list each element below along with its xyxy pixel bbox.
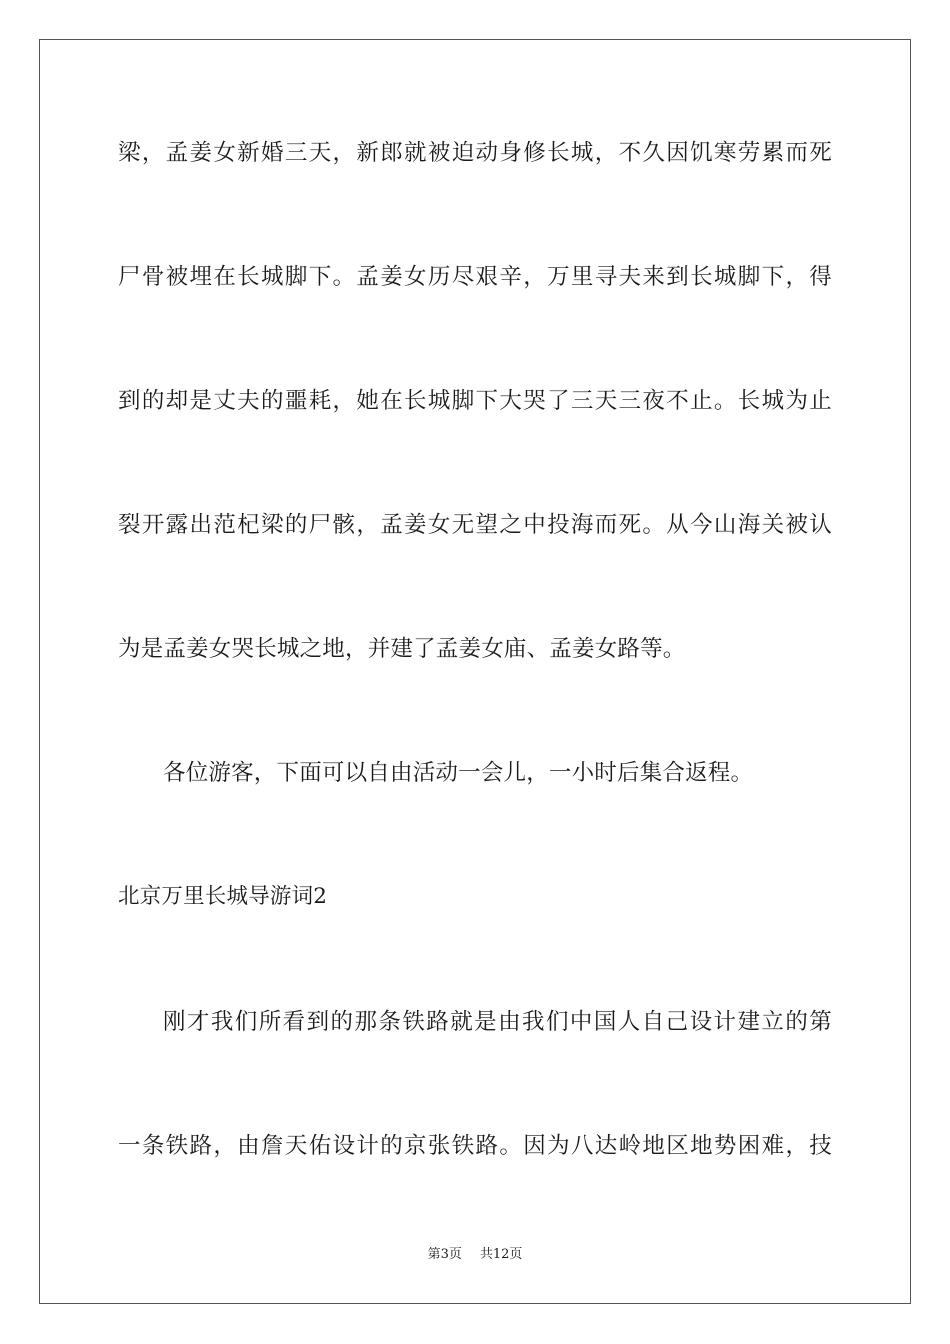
section-heading: 北京万里长城导游词2 xyxy=(118,884,328,909)
paragraph-line-2: 尸骨被埋在长城脚下。孟姜女历尽艰辛，万里寻夫来到长城脚下，得 xyxy=(118,264,832,290)
page-footer xyxy=(0,1246,950,1264)
page-number: 第3页 xyxy=(427,1247,462,1262)
paragraph-closing: 各位游客，下面可以自由活动一会儿，一小时后集合返程。 xyxy=(163,760,754,786)
section-line-1: 刚才我们所看到的那条铁路就是由我们中国人自己设计建立的第 xyxy=(163,1009,832,1035)
page-border xyxy=(39,39,911,1304)
paragraph-line-4: 裂开露出范杞梁的尸骸，孟姜女无望之中投海而死。从今山海关被认 xyxy=(118,512,832,538)
paragraph-line-1: 梁，孟姜女新婚三天，新郎就被迫动身修长城，不久因饥寒劳累而死 xyxy=(118,140,832,166)
paragraph-line-5: 为是孟姜女哭长城之地，并建了孟姜女庙、孟姜女路等。 xyxy=(118,636,686,662)
page-total: 共12页 xyxy=(479,1247,523,1262)
paragraph-line-3: 到的却是丈夫的噩耗，她在长城脚下大哭了三天三夜不止。长城为止 xyxy=(118,388,832,414)
section-line-2: 一条铁路，由詹天佑设计的京张铁路。因为八达岭地区地势困难，技 xyxy=(118,1133,832,1159)
